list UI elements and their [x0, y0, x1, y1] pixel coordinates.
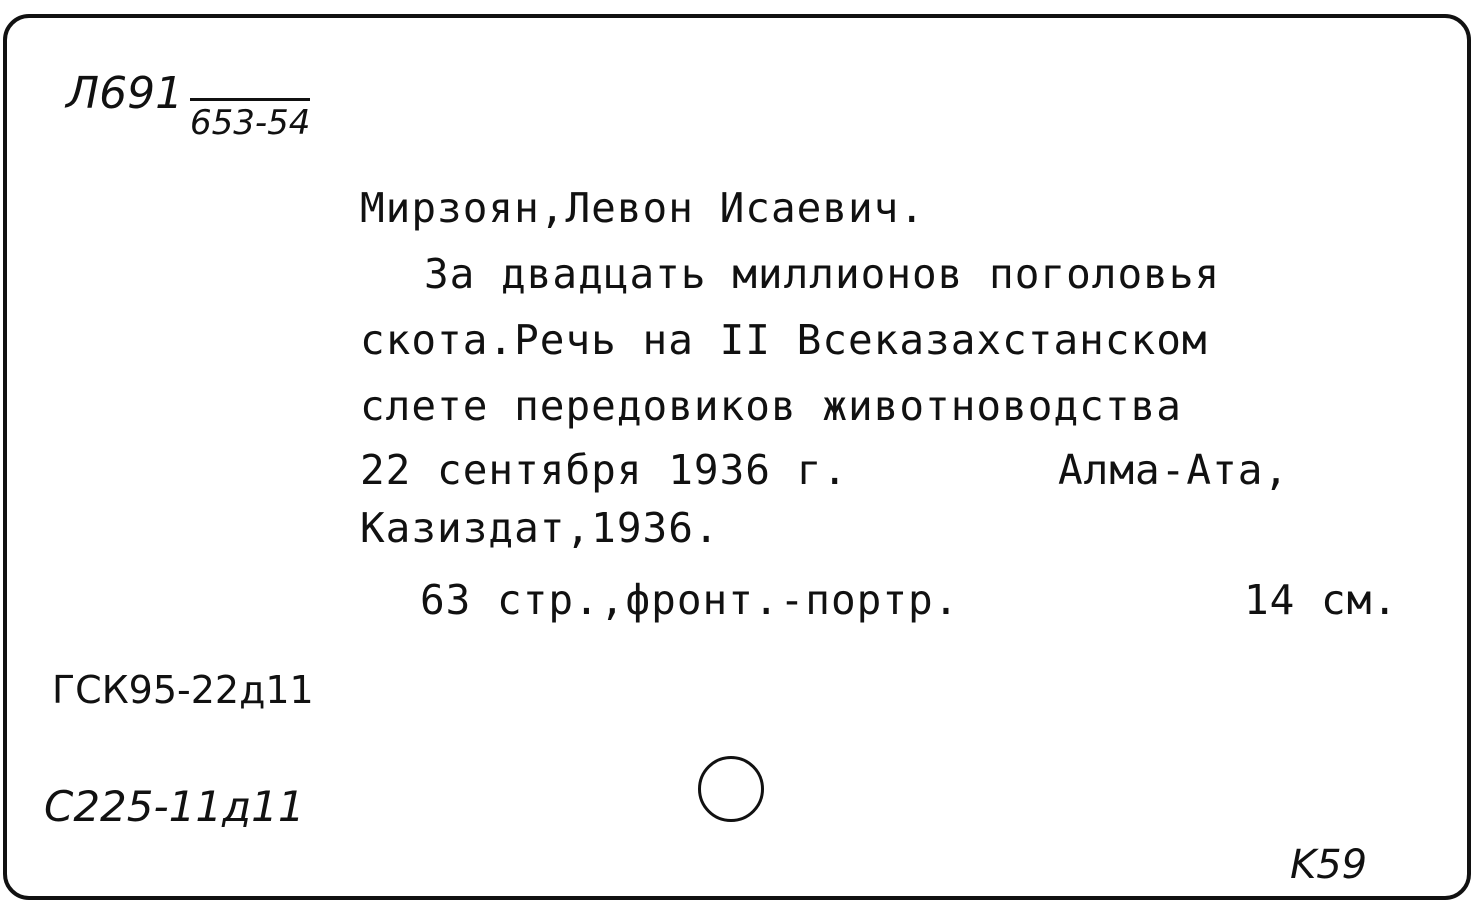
title-line-1: За двадцать миллионов поголовья: [424, 250, 1221, 298]
size-line: 14 см.: [1244, 576, 1399, 624]
pages-line: 63 стр.,фронт.-портр.: [420, 576, 960, 624]
publisher-line: Казиздат,1936.: [360, 504, 720, 552]
date-line: 22 сентября 1936 г.: [360, 446, 848, 494]
punch-hole: [698, 756, 764, 822]
note-gsk: ГСК95-22д11: [52, 668, 314, 712]
author-line: Мирзоян,Левон Исаевич.: [360, 184, 926, 232]
call-number: Л691: [66, 68, 184, 119]
title-line-3: слете передовиков животноводства: [360, 382, 1182, 430]
mark-k: K59: [1290, 842, 1368, 888]
note-c: C225-11д11: [44, 782, 305, 831]
call-number-fraction: 653-54: [190, 98, 310, 143]
title-line-2: скота.Речь на II Всеказахстанском: [360, 316, 1208, 364]
place-line: Алма-Ата,: [1058, 446, 1290, 494]
